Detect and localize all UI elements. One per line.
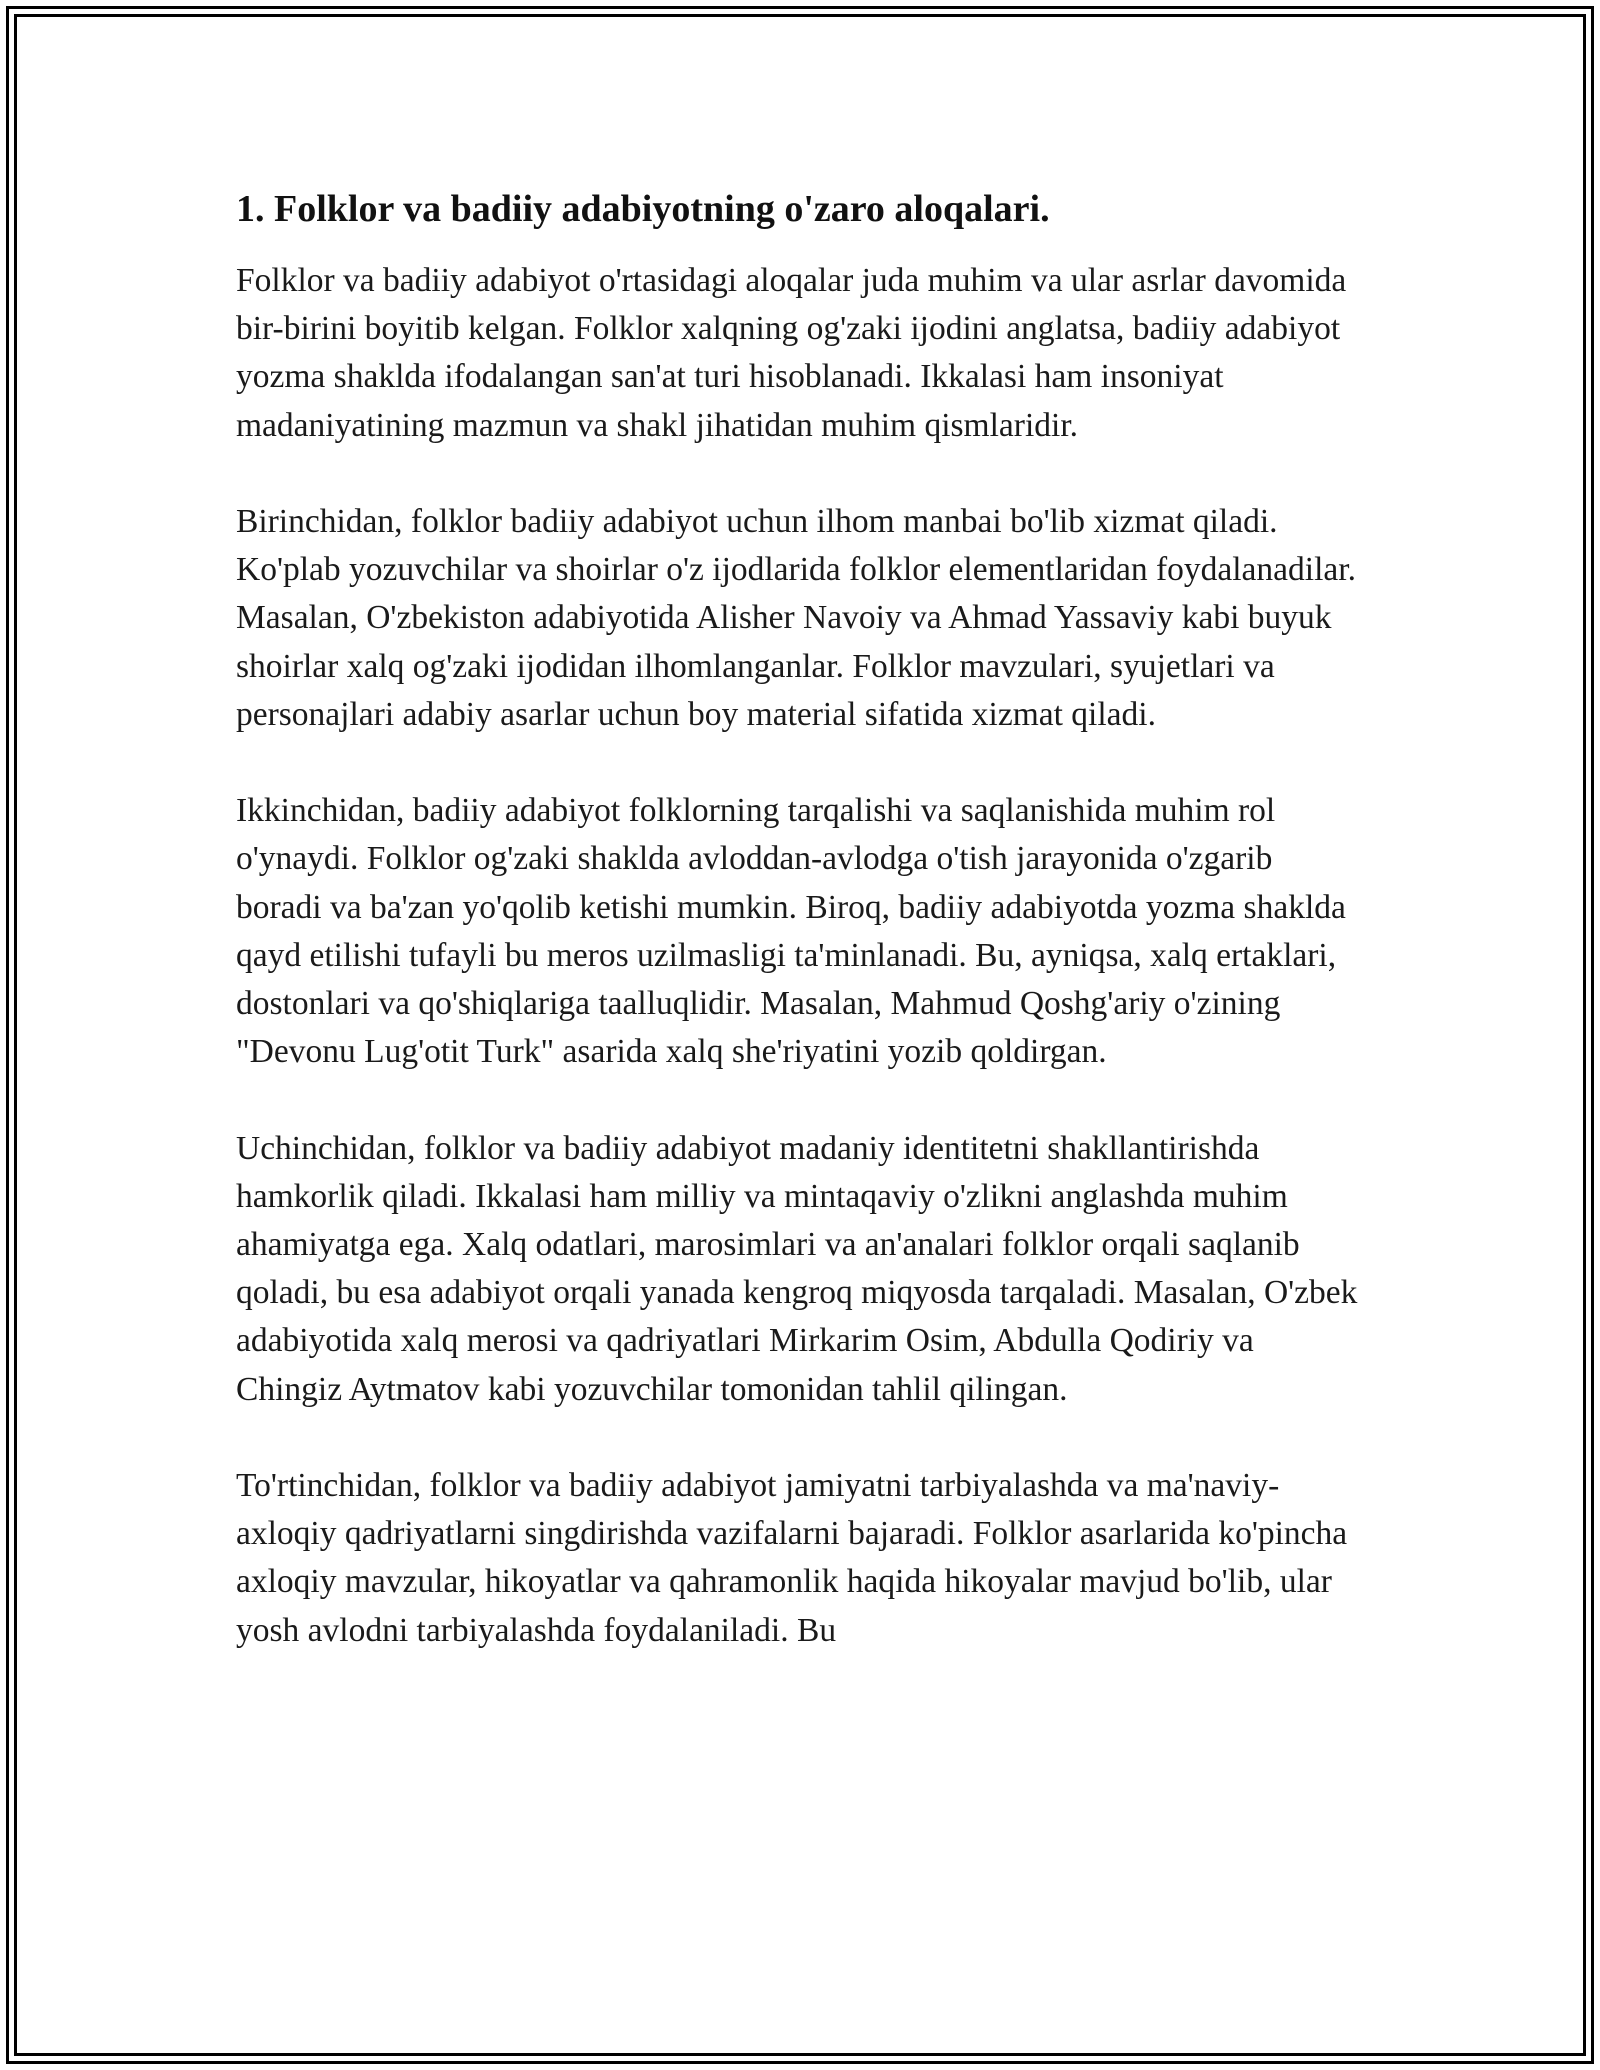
paragraph-second-point: Ikkinchidan, badiiy adabiyot folklorning tarqalishi va saqlanishida muhim rol o'ynaydi. Folklor og'zaki shaklda avloddan-avlodga o'tish jarayonida o'zgarib boradi va ba'zan yo'qolib ketishi mumkin. Biroq, badiiy adabiyotda yozma shaklda qayd etilishi tufayli bu meros uzilmasligi ta'minlanadi. Bu, ayniqsa, xalq ertaklari, dostonlari va qo'shiqlariga taalluqlidir. Masalan, Mahmud Qoshg'ariy o'zining "Devonu Lug'otit Turk" asarida xalq she'riyatini yozib qoldirgan.	[236, 792, 1346, 1071]
paragraph-third-point: Uchinchidan, folklor va badiiy adabiyot madaniy identitetni shakllantirishda hamkorlik qiladi. Ikkalasi ham milliy va mintaqaviy o'zlikni anglashda muhim ahamiyatga ega. Xalq odatlari, marosimlari va an'analari folklor orqali saqlanib qoladi, bu esa adabiyot orqali yanada kengroq miqyosda tarqaladi. Masalan, O'zbek adabiyotida xalq merosi va qadriyatlari Mirkarim Osim, Abdulla Qodiriy va Chingiz Aytmatov kabi yozuvchilar tomonidan tahlil qilingan.	[236, 1129, 1358, 1408]
paragraph-introduction: Folklor va badiiy adabiyot o'rtasidagi aloqalar juda muhim va ular asrlar davomida bir-birini boyitib kelgan. Folklor xalqning og'zaki ijodini anglatsa, badiiy adabiyot yozma shaklda ifodalangan san'at turi hisoblanadi. Ikkalasi ham insoniyat madaniyatining mazmun va shakl jihatidan muhim qismlaridir.	[236, 262, 1347, 444]
paragraph-fourth-point: To'rtinchidan, folklor va badiiy adabiyot jamiyatni tarbiyalashda va ma'naviy-axloqiy qadriyatlarni singdirishda vazifalarni bajaradi. Folklor asarlarida ko'pincha axloqiy mavzular, hikoyatlar va qahramonlik haqida hikoyalar mavjud bo'lib, ular yosh avlodni tarbiyalashda foydalaniladi. Bu	[236, 1467, 1348, 1649]
document-body	[236, 185, 1366, 1703]
paragraph-first-point: Birinchidan, folklor badiiy adabiyot uchun ilhom manbai bo'lib xizmat qiladi. Ko'plab yozuvchilar va shoirlar o'z ijodlarida folklor elementlaridan foydalanadilar. Masalan, O'zbekiston adabiyotida Alisher Navoiy va Ahmad Yassaviy kabi buyuk shoirlar xalq og'zaki ijodidan ilhomlanganlar. Folklor mavzulari, syujetlari va personajlari adabiy asarlar uchun boy material sifatida xizmat qiladi.	[236, 503, 1356, 733]
document-title: 1. Folklor va badiiy adabiyotning o'zaro aloqalari.	[236, 188, 1050, 230]
